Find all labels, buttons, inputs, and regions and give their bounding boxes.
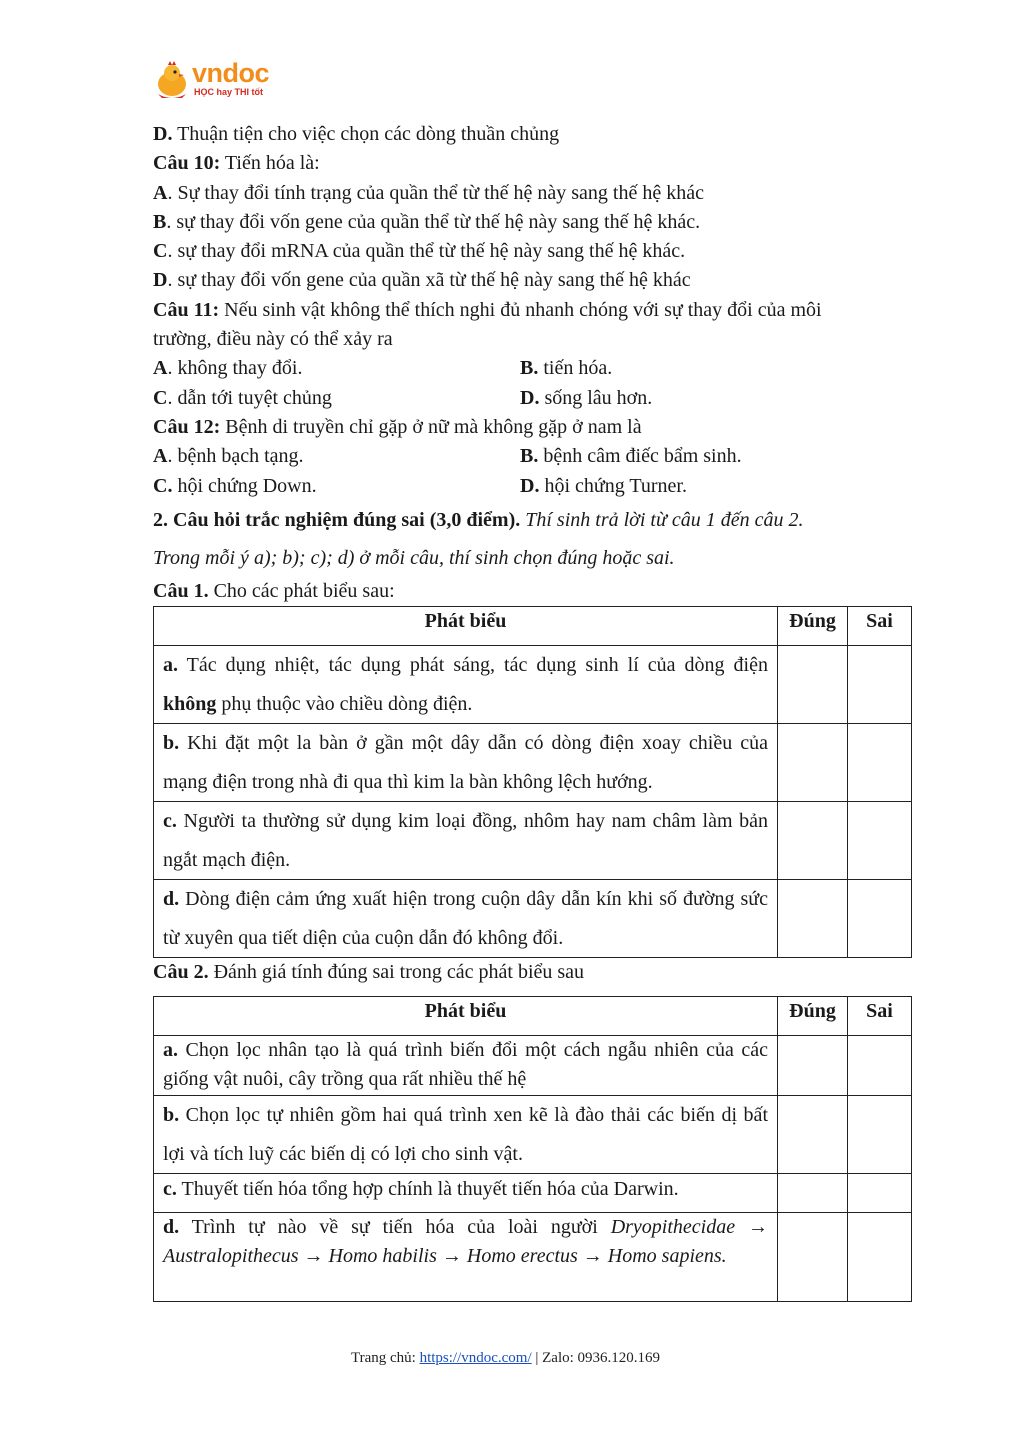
document-body: [153, 120, 911, 1302]
tf1-statement-c: c. Người ta thường sử dụng kim loại đồng, nhôm hay nam châm làm bản ngắt mạch điện.: [154, 802, 778, 880]
q11-option-c: C. dẫn tới tuyệt chủng: [153, 386, 332, 409]
logo-tagline: HỌC hay THI tốt: [194, 87, 263, 97]
q11-title-cont: trường, điều này có thể xảy ra: [153, 328, 393, 351]
chicken-mascot-icon: [152, 60, 192, 100]
section2-instruction: Trong mỗi ý a); b); c); d) ở mỗi câu, thí sinh chọn đúng hoặc sai.: [153, 546, 675, 569]
q10-option-b: B. sự thay đổi vốn gene của quần thể từ thế hệ này sang thế hệ khác.: [153, 210, 701, 233]
tf1-table: [153, 606, 912, 958]
tf1-b-true-cell[interactable]: [778, 724, 848, 802]
q12-options-row2: [153, 472, 911, 501]
section2-heading: 2. Câu hỏi trắc nghiệm đúng sai (3,0 điểm). Thí sinh trả lời từ câu 1 đến câu 2.: [153, 508, 804, 531]
q12-options-row1: [153, 442, 911, 471]
tf2-header-statement: Phát biểu: [154, 997, 778, 1036]
tf2-statement-a: a. Chọn lọc nhân tạo là quá trình biến đổi một cách ngẫu nhiên của các giống vật nuôi, cây trồng qua rất nhiều thế hệ: [154, 1036, 778, 1096]
q11-options-row2: [153, 384, 911, 413]
tf2-c-true-cell[interactable]: [778, 1174, 848, 1213]
tf2-a-false-cell[interactable]: [848, 1036, 912, 1096]
tf2-title: Câu 2. Đánh giá tính đúng sai trong các phát biểu sau: [153, 961, 585, 984]
tf1-a-true-cell[interactable]: [778, 646, 848, 724]
q12-option-a: A. bệnh bạch tạng.: [153, 445, 304, 468]
tf2-c-false-cell[interactable]: [848, 1174, 912, 1213]
table-row: [154, 646, 912, 724]
q11-option-d: D. sống lâu hơn.: [520, 386, 653, 409]
tf1-statement-a: a. Tác dụng nhiệt, tác dụng phát sáng, tác dụng sinh lí của dòng điện không phụ thuộc vào chiều dòng điện.: [154, 646, 778, 724]
tf1-title: Câu 1. Cho các phát biểu sau:: [153, 579, 395, 602]
vndoc-logo: [152, 58, 292, 102]
q12-option-d: D. hội chứng Turner.: [520, 474, 687, 497]
tf1-header-true: Đúng: [778, 607, 848, 646]
page-footer: Trang chủ: https://vndoc.com/ | Zalo: 0936.120.169: [350, 1350, 661, 1366]
table-row: [154, 880, 912, 958]
tf2-b-false-cell[interactable]: [848, 1096, 912, 1174]
tf2-statement-d: d. Trình tự nào về sự tiến hóa của loài người Dryopithecidae → Australopithecus → Homo habilis → Homo erectus → Homo sapiens.: [154, 1213, 778, 1302]
table-row: [154, 802, 912, 880]
tf1-d-false-cell[interactable]: [848, 880, 912, 958]
tf2-statement-c: c. Thuyết tiến hóa tổng hợp chính là thuyết tiến hóa của Darwin.: [154, 1174, 778, 1213]
q12-option-b: B. bệnh câm điếc bẩm sinh.: [520, 445, 742, 468]
tf1-d-true-cell[interactable]: [778, 880, 848, 958]
table-row: [154, 724, 912, 802]
tf2-b-true-cell[interactable]: [778, 1096, 848, 1174]
q11-title: Câu 11: Nếu sinh vật không thể thích nghi đủ nhanh chóng với sự thay đổi của môi: [153, 298, 822, 321]
q11-option-a: A. không thay đổi.: [153, 357, 303, 380]
homepage-link[interactable]: https://vndoc.com/: [419, 1350, 532, 1366]
tf2-statement-b: b. Chọn lọc tự nhiên gồm hai quá trình xen kẽ là đào thải các biến dị bất lợi và tích luỹ các biến dị có lợi cho sinh vật.: [154, 1096, 778, 1174]
q12-title: Câu 12: Bệnh di truyền chỉ gặp ở nữ mà không gặp ở nam là: [153, 415, 642, 438]
tf2-table: [153, 996, 912, 1302]
tf1-c-true-cell[interactable]: [778, 802, 848, 880]
tf1-b-false-cell[interactable]: [848, 724, 912, 802]
q10-title: Câu 10: Tiến hóa là:: [153, 152, 320, 175]
q10-option-a: A. Sự thay đổi tính trạng của quần thể từ thế hệ này sang thế hệ khác: [153, 181, 704, 204]
table-row: [154, 1174, 912, 1213]
tf2-d-false-cell[interactable]: [848, 1213, 912, 1302]
table-row: [154, 1213, 912, 1302]
logo-brand: vndoc: [192, 58, 270, 88]
tf2-header-false: Sai: [848, 997, 912, 1036]
q10-option-d: D. sự thay đổi vốn gene của quần xã từ thế hệ này sang thế hệ khác: [153, 269, 691, 292]
q11-options-row1: [153, 354, 911, 383]
table-row: [154, 1036, 912, 1096]
tf1-statement-b: b. Khi đặt một la bàn ở gần một dây dẫn có dòng điện xoay chiều của mạng điện trong nhà đi qua thì kim la bàn không lệch hướng.: [154, 724, 778, 802]
tf2-header-true: Đúng: [778, 997, 848, 1036]
tf1-c-false-cell[interactable]: [848, 802, 912, 880]
table-row: [154, 1096, 912, 1174]
tf1-header-statement: Phát biểu: [154, 607, 778, 646]
tf2-a-true-cell[interactable]: [778, 1036, 848, 1096]
q12-option-c: C. hội chứng Down.: [153, 474, 317, 497]
tf1-a-false-cell[interactable]: [848, 646, 912, 724]
q9-option-d: D. Thuận tiện cho việc chọn các dòng thuần chủng: [153, 123, 560, 145]
tf1-header-false: Sai: [848, 607, 912, 646]
q11-option-b: B. tiến hóa.: [520, 357, 613, 380]
q10-option-c: C. sự thay đổi mRNA của quần thể từ thế hệ này sang thế hệ khác.: [153, 240, 686, 263]
tf1-statement-d: d. Dòng điện cảm ứng xuất hiện trong cuộn dây dẫn kín khi số đường sức từ xuyên qua tiết diện của cuộn dẫn đó không đổi.: [154, 880, 778, 958]
tf2-d-true-cell[interactable]: [778, 1213, 848, 1302]
